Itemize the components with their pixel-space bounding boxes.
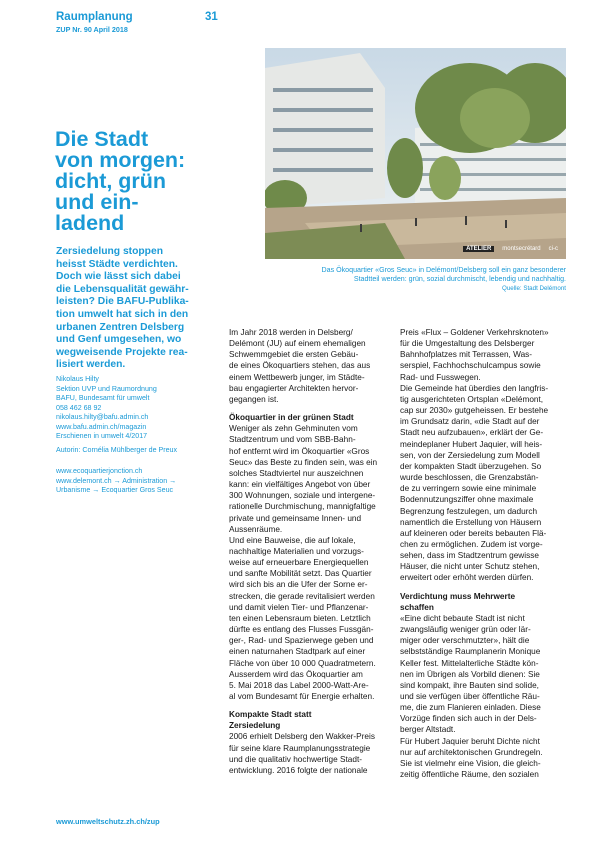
subheading: Ökoquartier in der grünen Stadt bbox=[229, 413, 354, 423]
text-line: nen im Übrigen als Vorbild dienen: Sie bbox=[400, 669, 540, 679]
text-line: strecken, die gerade revitalisiert werden bbox=[229, 591, 375, 601]
lead-line: leisten? Die BAFU-Publika- bbox=[56, 296, 189, 308]
links-block bbox=[56, 467, 226, 496]
text-line: 2006 erhielt Delsberg den Wakker-Preis bbox=[229, 732, 375, 742]
caption-line: Das Ökoquartier «Gros Seuc» in Delémont/Delsberg soll ein ganz besonderer bbox=[321, 266, 566, 274]
text-line: miger oder verschmutzter», hält die bbox=[400, 636, 530, 646]
text-line: private und gemeinsame Innen- und bbox=[229, 513, 362, 523]
text-line: tig ausgerichteten Ortsplan «Delémont, bbox=[400, 394, 544, 404]
text-line: «Eine dicht bebaute Stadt ist nicht bbox=[400, 613, 525, 623]
body-paragraph bbox=[400, 327, 566, 584]
author-phone: 058 462 68 92 bbox=[56, 403, 102, 412]
text-line: weise auf erneuerbare Energiequellen bbox=[229, 558, 369, 568]
text-line: Begrenzung festzulegen, um dadurch bbox=[400, 506, 538, 516]
headline bbox=[55, 129, 255, 234]
text-line: 5. Mai 2018 das Label 2000-Watt-Are- bbox=[229, 680, 369, 690]
body-paragraph bbox=[229, 423, 392, 702]
author-credit-text: Autorin: Cornélia Mühlberger de Preux bbox=[56, 446, 178, 454]
lead-line: urbanen Zentren Delsberg bbox=[56, 321, 185, 333]
text-line: chen zu ermöglichen. Zudem ist vorge- bbox=[400, 539, 543, 549]
lead-text bbox=[56, 246, 216, 372]
section-title: Raumplanung bbox=[56, 11, 133, 23]
text-line: dürfte es entlang des Flusses Fussgän- bbox=[229, 625, 374, 635]
text-line: sind kompakt, ihre Bauten sind solide, bbox=[400, 680, 539, 690]
text-line: Häuser, die nicht unter Schutz stehen, bbox=[400, 562, 540, 572]
image-credit-tag: ATELIER bbox=[463, 246, 494, 252]
author-office: BAFU, Bundesamt für umwelt bbox=[56, 394, 150, 402]
text-line: Für Hubert Jaquier beruht Dichte nicht bbox=[400, 736, 540, 746]
subheading: Verdichtung muss Mehrwerte bbox=[400, 591, 516, 601]
headline-line: ladend bbox=[55, 211, 125, 235]
text-line: Ausserdem wird das Ökoquartier am bbox=[229, 669, 363, 679]
footer-link[interactable]: www.umweltschutz.zh.ch/zup bbox=[56, 817, 160, 826]
body-paragraph bbox=[400, 613, 566, 780]
image-caption bbox=[260, 266, 566, 294]
text-line: für seine klare Raumplanungsstrategie bbox=[229, 743, 371, 753]
text-line: rationelle Durchmischung, mannigfaltige bbox=[229, 502, 376, 512]
author-block bbox=[56, 375, 226, 442]
text-line: und sie verfügen über öffentliche Räu- bbox=[400, 692, 540, 701]
body-column-1 bbox=[229, 327, 392, 776]
text-line: gegangen ist. bbox=[229, 394, 279, 404]
caption-source: Quelle: Stadt Delémont bbox=[502, 285, 566, 293]
page-number: 31 bbox=[205, 11, 218, 23]
text-line: wurde beschlossen, die Grenzabstän- bbox=[400, 473, 539, 483]
author-section: Sektion UVP und Raumordnung bbox=[56, 384, 157, 393]
link-delemont[interactable]: www.delemont.ch → Administration → bbox=[56, 476, 177, 485]
headline-line: von morgen: bbox=[55, 148, 186, 172]
text-line: im Grundsatz darin, «die Stadt auf der bbox=[400, 417, 540, 427]
text-line: ger-, Rad- und Spazierwege geben und bbox=[229, 636, 374, 646]
image-credit-tag: montsecrétard bbox=[502, 246, 541, 252]
text-line: sen, von der Zersiedelung zum Modell bbox=[400, 450, 540, 460]
text-line: me, die zum Flanieren einladen. Diese bbox=[400, 703, 541, 713]
text-line: erweitert oder erhöht werden dürfen. bbox=[400, 573, 534, 583]
text-line: sehen, dass im Stadtzentrum gewisse bbox=[400, 551, 539, 561]
text-line: Bodennutzungsziffer ohne maximale bbox=[400, 495, 534, 505]
author-credit bbox=[56, 446, 226, 456]
text-line: solches Stadtviertel nur auszeichnen bbox=[229, 468, 364, 478]
text-line: auf kleineren oder bereits bebauten Flä- bbox=[400, 528, 547, 538]
magazine-link[interactable]: www.bafu.admin.ch/magazin bbox=[56, 422, 147, 431]
text-line: de eines Ökoquartiers stehen, das aus bbox=[229, 361, 371, 371]
text-line: nur auf architektonischen Grundregeln. bbox=[400, 747, 543, 757]
text-line: wird sich bis an die Ufer der Sorne er- bbox=[229, 580, 368, 590]
text-line: und sanfte Mobilität setzt. Das Quartier bbox=[229, 569, 372, 579]
text-line: Keller fest. Mittelalterliche Städte kön- bbox=[400, 658, 539, 668]
text-line: einen naturnahen Stadtpark auf einer bbox=[229, 647, 366, 657]
text-line: Seuc» das Beste zu finden sein, was ein bbox=[229, 457, 378, 467]
text-line: selbstständige Raumplanerin Monique bbox=[400, 647, 541, 657]
headline-line: dicht, grün bbox=[55, 169, 167, 193]
text-line: Und eine Bauweise, die auf lokale, bbox=[229, 535, 356, 545]
text-line: Rad- und Fusswegen. bbox=[400, 372, 481, 382]
text-line: der kompakten Stadt überzugehen. So bbox=[400, 461, 542, 471]
text-line: Stadt neu aufzubauen», erklärt der Ge- bbox=[400, 428, 544, 438]
published-note: Erschienen in umwelt 4/2017 bbox=[56, 432, 148, 440]
image-credit-tag: ci-c bbox=[548, 246, 558, 252]
text-line: nachhaltige Materialien und vorzugs- bbox=[229, 546, 364, 556]
text-line: al vom Bundesamt für Energie erhalten. bbox=[229, 692, 375, 701]
lead-line: lisiert werden. bbox=[56, 359, 126, 371]
intro-paragraph bbox=[229, 327, 392, 405]
text-line: Stadtzentrum und vom SBB-Bahn- bbox=[229, 435, 356, 445]
headline-line: und ein- bbox=[55, 190, 139, 214]
text-line: 300 Wohnungen, soziale und intergene- bbox=[229, 491, 376, 501]
text-line: bau engagierter Architekten hervor- bbox=[229, 383, 359, 393]
headline-line: Die Stadt bbox=[55, 127, 149, 151]
text-line: Weniger als zehn Gehminuten vom bbox=[229, 424, 358, 434]
text-line: namentlich die Erstellung von Häusern bbox=[400, 517, 542, 527]
text-line: cap sur 2030» gutgeheissen. Er bestehe bbox=[400, 406, 549, 416]
lead-line: wegweisende Projekte rea- bbox=[56, 346, 188, 358]
body-column-2 bbox=[400, 327, 566, 780]
lead-line: Doch wie lässt sich dabei bbox=[56, 271, 181, 283]
image-credit-strip bbox=[463, 246, 558, 252]
text-line: Im Jahr 2018 werden in Delsberg/ bbox=[229, 328, 353, 337]
text-line: Die Gemeinde hat überdies den langfris- bbox=[400, 383, 549, 393]
text-line: einem Wettbewerb junger, im Städte- bbox=[229, 372, 365, 382]
text-line: zeitig öffentliche Räume, den sozialen bbox=[400, 770, 539, 780]
text-line: berger Altstadt. bbox=[400, 725, 456, 735]
text-line: Aussenräume. bbox=[229, 524, 283, 534]
text-line: entwicklung. 2016 folgte der nationale bbox=[229, 765, 368, 775]
text-line: kann: ein vielfältiges Angebot von über bbox=[229, 480, 371, 490]
hero-image bbox=[265, 48, 566, 259]
text-line: und die qualitativ hochwertige Stadt- bbox=[229, 754, 362, 764]
text-line: zwangsläufig weniger grün oder lär- bbox=[400, 625, 531, 635]
author-email-link[interactable]: nikolaus.hilty@bafu.admin.ch bbox=[56, 413, 149, 421]
text-line: ten einen Lebensraum bieten. Letztlich bbox=[229, 613, 371, 623]
issue-label: ZUP Nr. 90 April 2018 bbox=[56, 25, 128, 34]
text-line: und damit vielen Tier- und Pflanzenar- bbox=[229, 602, 369, 612]
lead-line: und Genf umgesehen, wo bbox=[56, 334, 182, 346]
subheading: Kompakte Stadt statt bbox=[229, 710, 312, 720]
lead-line: tion umwelt hat sich in den bbox=[56, 308, 189, 320]
text-line: Preis «Flux – Goldener Verkehrsknoten» bbox=[400, 328, 549, 337]
subheading: Zersiedelung bbox=[229, 721, 281, 731]
text-line: Vorzüge finden sich auch in der Dels- bbox=[400, 714, 537, 724]
hero-image-graphic bbox=[265, 48, 566, 259]
lead-line: die Lebensqualität gewähr- bbox=[56, 283, 189, 295]
text-line: Sie ist vielmehr eine Vision, die gleich- bbox=[400, 758, 541, 768]
text-line: meindeplaner Hubert Jaquier, will heis- bbox=[400, 439, 543, 449]
lead-line: Zersiedelung stoppen bbox=[56, 246, 163, 257]
body-paragraph bbox=[229, 731, 392, 776]
link-ecoquartier[interactable]: www.ecoquartierjonction.ch bbox=[56, 467, 143, 475]
text-line: Delémont (JU) auf einem ehemaligen bbox=[229, 339, 366, 349]
link-delemont-cont[interactable]: Urbanisme → Ecoquartier Gros Seuc bbox=[56, 486, 174, 494]
text-line: Bahnhofplatzes mit Terrassen, Was- bbox=[400, 350, 533, 360]
author-name: Nikolaus Hilty bbox=[56, 375, 99, 383]
text-line: Fläche von über 10 000 Quadratmetern. bbox=[229, 658, 376, 668]
text-line: hof entfernt wird im Ökoquartier «Gros bbox=[229, 446, 370, 456]
text-line: de zu verringern sowie eine minimale bbox=[400, 484, 537, 494]
caption-line: Stadtteil werden: grün, sozial durchmischt, lebendig und nachhaltig. bbox=[353, 275, 566, 284]
subheading: schaffen bbox=[400, 602, 434, 612]
lead-line: heisst Städte verdichten. bbox=[56, 258, 178, 270]
text-line: Schwemmgebiet die ersten Gebäu- bbox=[229, 350, 359, 360]
text-line: für die Umgestaltung des Delsberger bbox=[400, 339, 535, 349]
text-line: serspiel, Fachhochschulcampus sowie bbox=[400, 361, 541, 371]
